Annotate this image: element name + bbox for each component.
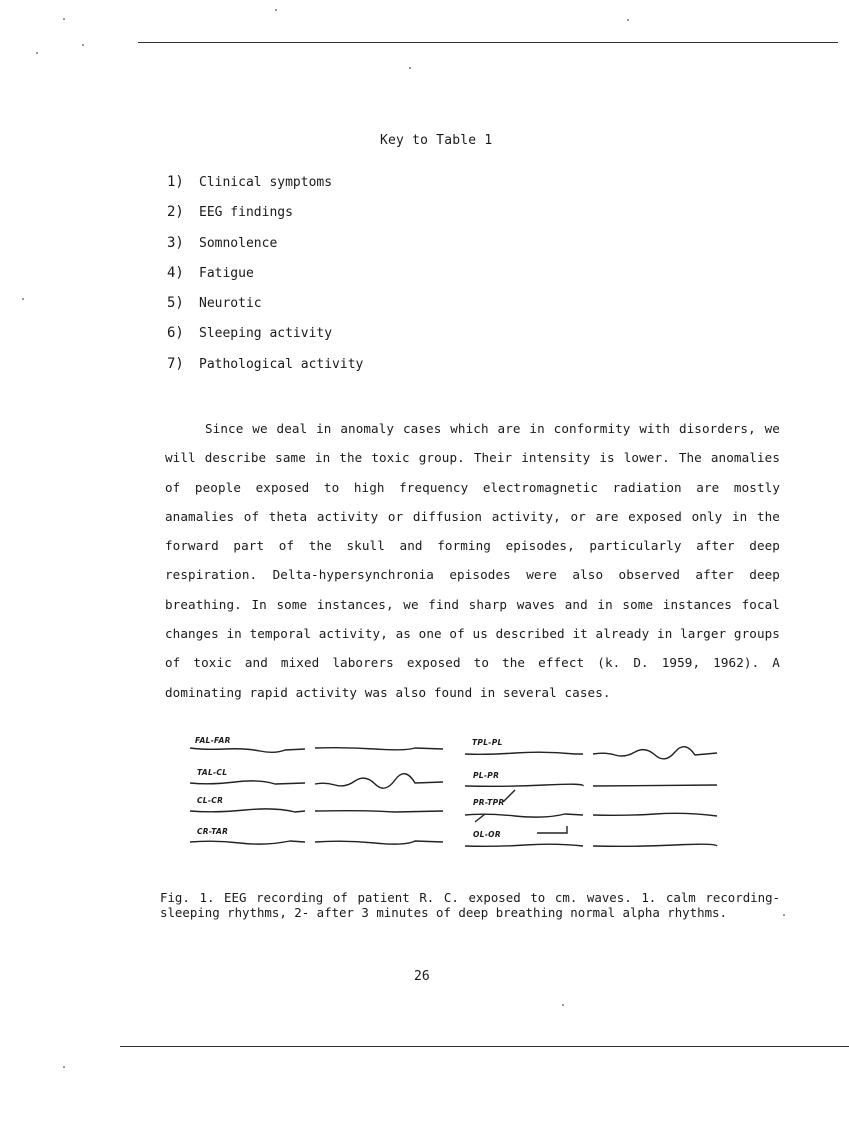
scan-speck xyxy=(627,19,629,21)
eeg-trace-tal-cl xyxy=(190,774,443,788)
key-title: Key to Table 1 xyxy=(380,133,493,148)
key-item-number: 2) xyxy=(167,204,184,221)
key-item-label: Fatigue xyxy=(199,265,254,281)
eeg-channel-label: PR-TPR xyxy=(473,798,505,807)
key-item xyxy=(167,235,363,265)
key-item-number: 6) xyxy=(167,325,184,342)
key-item-label: EEG findings xyxy=(199,205,293,221)
scan-speck xyxy=(63,18,65,20)
bottom-rule xyxy=(120,1046,849,1047)
key-item-number: 3) xyxy=(167,234,184,251)
eeg-trace-fal-far xyxy=(190,748,443,753)
eeg-channel-label: PL-PR xyxy=(473,771,500,780)
eeg-trace-ol-or xyxy=(465,844,717,846)
scan-speck xyxy=(22,298,24,300)
key-item-label: Pathological activity xyxy=(199,356,364,372)
eeg-traces xyxy=(185,730,725,860)
figure-caption: Fig. 1. EEG recording of patient R. C. exposed to cm. waves. 1. calm recording-sleeping rhythms, 2- after 3 minutes of deep breathing normal alpha rhythms. xyxy=(160,890,780,920)
eeg-channel-label: CL-CR xyxy=(197,796,224,805)
scan-speck xyxy=(409,67,411,69)
key-item-number: 4) xyxy=(167,264,184,281)
eeg-trace-pl-pr xyxy=(465,784,717,786)
eeg-trace-pr-tpr xyxy=(465,813,717,817)
key-item xyxy=(167,295,363,325)
key-item-label: Neurotic xyxy=(199,296,262,312)
scan-speck xyxy=(63,1066,65,1068)
key-item xyxy=(167,265,363,295)
key-item xyxy=(167,204,363,234)
eeg-event-mark xyxy=(503,790,515,802)
key-item-label: Somnolence xyxy=(199,235,278,251)
eeg-calibration-mark xyxy=(537,826,567,833)
scan-speck xyxy=(783,914,785,916)
scan-speck xyxy=(275,9,277,11)
eeg-channel-label: FAL-FAR xyxy=(195,736,231,745)
scan-speck xyxy=(82,44,84,46)
key-item-number: 1) xyxy=(167,174,184,190)
eeg-channel-label: CR-TAR xyxy=(197,827,229,836)
key-item-label: Clinical symptoms xyxy=(199,175,333,190)
eeg-figure xyxy=(185,730,725,860)
key-item xyxy=(167,356,363,386)
key-item-number: 5) xyxy=(167,295,184,312)
key-list xyxy=(167,174,363,386)
page-number: 26 xyxy=(414,969,430,984)
eeg-channel-label: TPL-PL xyxy=(472,738,503,747)
eeg-trace-tpl-pl xyxy=(465,747,717,759)
key-item xyxy=(167,325,363,355)
eeg-trace-cl-cr xyxy=(190,809,443,812)
key-item xyxy=(167,174,363,204)
body-paragraph: Since we deal in anomaly cases which are in conformity with disorders, we will describe same in the toxic group. Their intensity is lower. The anomalies of people exposed to high frequency electromagnetic radiation are mostly anamalies of theta activity or diffusion activity, or are exposed only in the forward part of the skull and forming episodes, particularly after deep respiration. Delta-hypersynchronia episodes were also observed after deep breathing. In some instances, we find sharp waves and in some instances focal changes in temporal activity, as one of us described it already in larger groups of toxic and mixed laborers exposed to the effect (k. D. 1959, 1962). A dominating rapid activity was also found in several cases. xyxy=(165,421,780,700)
scan-speck xyxy=(562,1004,564,1006)
top-rule xyxy=(138,42,838,43)
eeg-event-mark xyxy=(475,814,485,822)
scan-speck xyxy=(36,52,38,54)
key-item-number: 7) xyxy=(167,355,184,372)
eeg-trace-cr-tar xyxy=(190,841,443,844)
eeg-channel-label: TAL-CL xyxy=(197,768,228,777)
key-item-label: Sleeping activity xyxy=(199,326,333,342)
eeg-channel-label: OL-OR xyxy=(473,830,501,839)
